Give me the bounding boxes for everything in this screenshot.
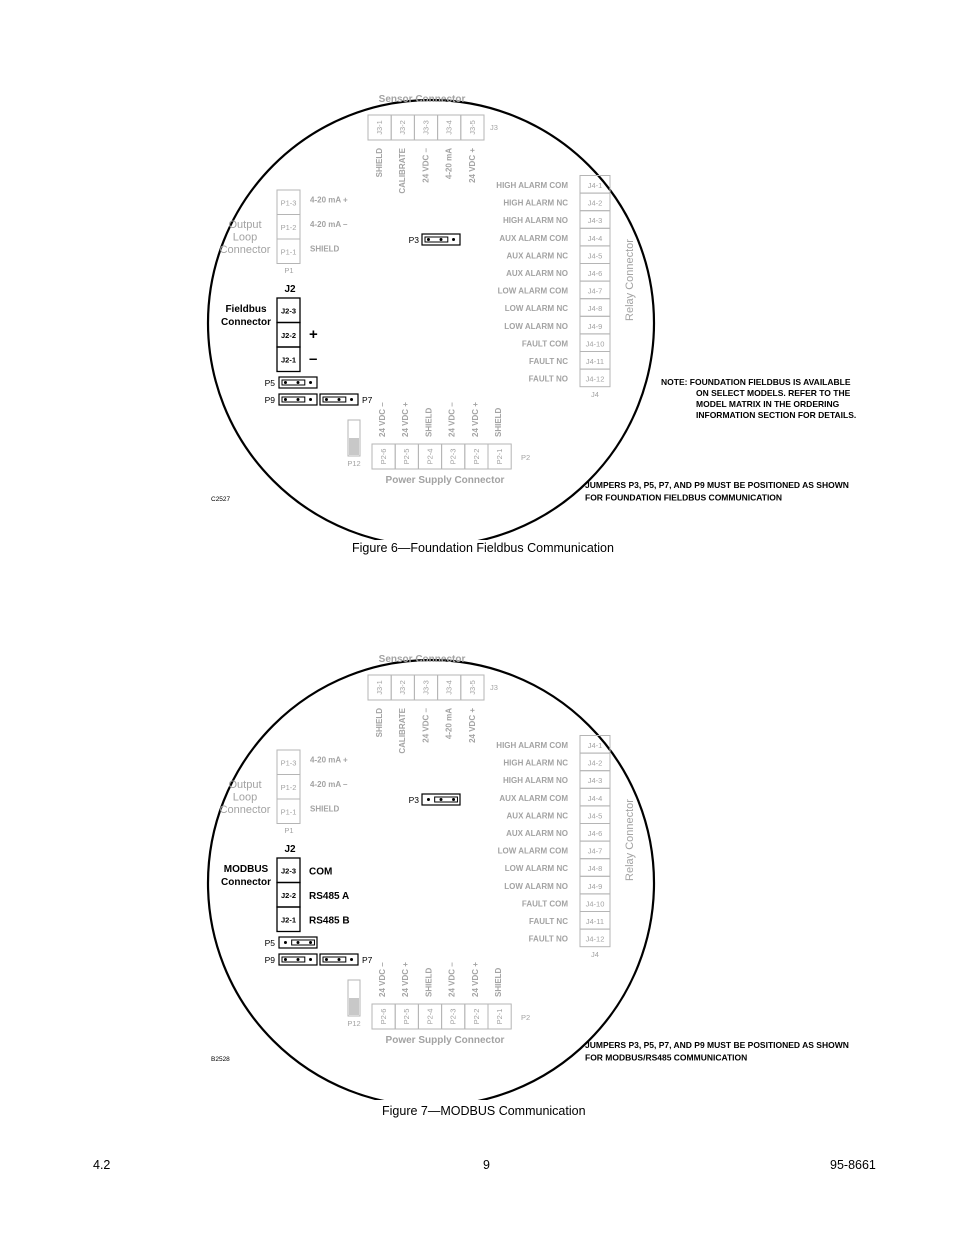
p2-signal-label: 24 VDC – <box>378 962 387 997</box>
p3-jumper-pin <box>452 238 455 241</box>
p5-jumper-pin <box>297 941 300 944</box>
p9-jumper-pin <box>297 398 300 401</box>
p2-signal-label: 24 VDC – <box>378 402 387 437</box>
availability-note-line: NOTE: FOUNDATION FIELDBUS IS AVAILABLE <box>661 377 851 387</box>
p5-jumper-pin <box>284 381 287 384</box>
j2-connector-title: Fieldbus <box>225 304 267 315</box>
j4-label: J4 <box>591 950 599 959</box>
jumper-instruction-line: JUMPERS P3, P5, P7, AND P9 MUST BE POSITIONED AS SHOWN <box>585 1040 849 1050</box>
j3-pin-label: J3-5 <box>467 680 477 695</box>
j4-pin-label: J4-6 <box>587 829 603 838</box>
j2-pin-label: J2-2 <box>280 891 297 900</box>
j3-signal-label: 4-20 mA <box>444 148 454 180</box>
j3-pin-label: J3-5 <box>467 120 477 135</box>
j2-signal-label: RS485 B <box>309 915 350 927</box>
board-outline-circle <box>208 660 654 1100</box>
p2-pin-label: P2-5 <box>402 1008 412 1025</box>
j4-pin-label: J4-1 <box>587 181 603 190</box>
j3-signal-label: 24 VDC + <box>467 708 477 743</box>
j4-pin-label: J4-9 <box>587 321 603 331</box>
j3-pin-label: J3-4 <box>444 680 454 695</box>
p7-jumper-pin <box>325 958 328 961</box>
j3-pin-label: J3-1 <box>375 680 384 695</box>
j4-signal-label: AUX ALARM NO <box>506 829 568 838</box>
p2-pin-label: P2-1 <box>495 448 504 465</box>
p7-label: P7 <box>362 395 373 405</box>
figure-6-wiring-diagram <box>0 40 954 540</box>
p3-jumper-pin <box>427 798 430 801</box>
figure-7-wiring-diagram <box>0 600 954 1100</box>
p1-pin-label: P1-2 <box>280 783 297 792</box>
j3-pin-label: J3-3 <box>421 680 431 695</box>
p1-pin-label: P1-1 <box>280 807 297 817</box>
j2-label: J2 <box>284 284 296 295</box>
j2-label: J2 <box>284 844 296 855</box>
j2-connector-title: Connector <box>221 317 271 328</box>
j4-pin-label: J4-2 <box>587 758 603 768</box>
p2-pin-label: P2-2 <box>471 1008 481 1025</box>
j3-label: J3 <box>490 683 498 692</box>
sensor-connector-title: Sensor Connector <box>378 654 466 665</box>
output-loop-connector-title: Connector <box>219 244 271 256</box>
j4-signal-label: AUX ALARM COM <box>499 233 568 243</box>
j3-pin-label: J3-4 <box>444 120 454 135</box>
p12-label: P12 <box>347 459 361 468</box>
p3-jumper-pin <box>440 238 443 241</box>
j3-signal-label: 24 VDC – <box>421 708 431 743</box>
j3-signal-label: 4-20 mA <box>444 708 454 740</box>
j4-pin-label: J4-7 <box>587 846 603 856</box>
j3-pin-label: J3-3 <box>421 120 431 135</box>
j4-pin-label: J4-10 <box>585 339 605 349</box>
j4-signal-label: AUX ALARM COM <box>499 793 568 803</box>
j4-signal-label: FAULT COM <box>521 899 568 909</box>
p1-signal-label: SHIELD <box>310 244 340 254</box>
p1-label: P1 <box>284 266 294 275</box>
j4-signal-label: HIGH ALARM NC <box>503 198 568 208</box>
j2-connector-title: MODBUS <box>223 864 269 875</box>
p1-signal-label: 4-20 mA + <box>310 755 348 765</box>
j4-signal-label: AUX ALARM NC <box>506 251 568 261</box>
j4-pin-label: J4-5 <box>587 251 603 261</box>
j2-pin-label: J2-2 <box>280 331 297 340</box>
output-loop-connector-title: Loop <box>232 791 258 804</box>
p1-pin-label: P1-3 <box>280 198 297 208</box>
p9-jumper-pin <box>309 398 312 401</box>
j2-signal-label: COM <box>309 866 333 878</box>
output-loop-connector-title: Loop <box>232 231 258 244</box>
p7-jumper-pin <box>325 398 328 401</box>
j4-pin-label: J4-3 <box>587 216 603 226</box>
p3-jumper-pin <box>452 798 455 801</box>
p5-jumper-pin <box>284 941 287 944</box>
p5-jumper-pin <box>297 381 300 384</box>
j3-signal-label: 24 VDC + <box>467 148 477 183</box>
jumper-instruction-line: JUMPERS P3, P5, P7, AND P9 MUST BE POSITIONED AS SHOWN <box>585 480 849 490</box>
j2-signal-label: – <box>309 350 318 368</box>
p5-jumper-pin <box>309 941 312 944</box>
p2-signal-label: SHIELD <box>494 407 503 437</box>
j4-signal-label: FAULT NO <box>528 374 568 384</box>
j4-pin-label: J4-5 <box>587 811 603 821</box>
p2-pin-label: P2-6 <box>379 448 388 465</box>
p2-pin-label: P2-1 <box>495 1008 504 1025</box>
j4-pin-label: J4-3 <box>587 776 603 786</box>
j4-pin-label: J4-8 <box>587 864 603 874</box>
j4-pin-label: J4-7 <box>587 286 603 296</box>
j3-signal-label: SHIELD <box>375 708 384 738</box>
p2-pin-label: P2-3 <box>448 448 458 465</box>
j4-signal-label: LOW ALARM NC <box>504 304 568 314</box>
j4-signal-label: FAULT COM <box>521 339 568 349</box>
p2-pin-label: P2-3 <box>448 1008 458 1025</box>
p7-jumper-pin <box>350 958 353 961</box>
j4-pin-label: J4-10 <box>585 899 605 909</box>
p5-label: P5 <box>264 378 275 388</box>
p9-jumper-pin <box>297 958 300 961</box>
p1-signal-label: 4-20 mA + <box>310 195 348 205</box>
drawing-code: B2528 <box>211 1056 230 1063</box>
p2-pin-label: P2-5 <box>402 448 412 465</box>
p12-switch-slider <box>349 998 359 1015</box>
j3-pin-label: J3-1 <box>375 120 384 135</box>
p2-signal-label: 24 VDC – <box>447 402 457 437</box>
p2-pin-label: P2-4 <box>425 1008 435 1025</box>
j4-pin-label: J4-2 <box>587 198 603 208</box>
board-outline-circle <box>208 100 654 540</box>
j2-connector-title: Connector <box>221 877 271 888</box>
output-loop-connector-title: Output <box>228 779 262 791</box>
j3-signal-label: CALIBRATE <box>398 148 408 194</box>
j4-signal-label: HIGH ALARM NO <box>502 216 568 226</box>
j2-signal-label: RS485 A <box>309 891 350 902</box>
p7-jumper-pin <box>338 958 341 961</box>
p12-label: P12 <box>347 1019 361 1028</box>
availability-note-line: ON SELECT MODELS. REFER TO THE <box>696 388 851 398</box>
j3-signal-label: CALIBRATE <box>398 708 408 754</box>
p2-pin-label: P2-6 <box>379 1008 388 1025</box>
j4-pin-label: J4-4 <box>587 793 603 803</box>
j4-signal-label: HIGH ALARM NO <box>502 776 568 786</box>
j3-pin-label: J3-2 <box>398 120 408 135</box>
j4-signal-label: HIGH ALARM COM <box>496 741 568 750</box>
p2-pin-label: P2-2 <box>471 448 481 465</box>
j4-signal-label: FAULT NO <box>528 934 568 944</box>
j4-signal-label: LOW ALARM COM <box>497 286 568 296</box>
j4-signal-label: AUX ALARM NO <box>506 269 568 278</box>
j4-signal-label: HIGH ALARM COM <box>496 181 568 190</box>
j2-pin-label: J2-1 <box>280 915 297 925</box>
j4-signal-label: LOW ALARM NO <box>504 321 568 331</box>
j2-pin-label: J2-1 <box>280 355 297 365</box>
availability-note-line: MODEL MATRIX IN THE ORDERING <box>696 399 840 409</box>
footer-section-number: 4.2 <box>93 1158 111 1172</box>
j2-signal-label: + <box>309 326 318 343</box>
j4-signal-label: HIGH ALARM NC <box>503 758 568 768</box>
j4-signal-label: AUX ALARM NC <box>506 811 568 821</box>
relay-connector-title: Relay Connector <box>624 239 636 321</box>
figure-7-caption: Figure 7—MODBUS Communication <box>382 1104 586 1118</box>
p3-label: P3 <box>408 795 419 805</box>
footer-document-number: 95-8661 <box>830 1158 876 1172</box>
j4-pin-label: J4-12 <box>585 934 605 944</box>
p2-signal-label: 24 VDC – <box>447 962 457 997</box>
p1-signal-label: SHIELD <box>310 804 340 814</box>
j3-signal-label: SHIELD <box>375 148 384 178</box>
j3-label: J3 <box>490 123 498 132</box>
p2-pin-label: P2-4 <box>425 448 435 465</box>
j2-pin-label: J2-3 <box>280 866 297 876</box>
j2-pin-label: J2-3 <box>280 306 297 316</box>
drawing-code: C2527 <box>211 496 231 503</box>
p1-signal-label: 4-20 mA – <box>310 220 348 229</box>
j4-signal-label: FAULT NC <box>529 917 568 926</box>
p1-pin-label: P1-3 <box>280 758 297 768</box>
p3-label: P3 <box>408 235 419 245</box>
p2-signal-label: 24 VDC + <box>470 962 480 997</box>
p7-jumper-pin <box>350 398 353 401</box>
j4-label: J4 <box>591 390 599 399</box>
p2-signal-label: 24 VDC + <box>401 402 411 437</box>
sensor-connector-title: Sensor Connector <box>378 94 466 105</box>
output-loop-connector-title: Connector <box>219 804 271 816</box>
j4-signal-label: LOW ALARM NC <box>504 864 568 874</box>
p2-label: P2 <box>521 1013 531 1022</box>
p2-signal-label: SHIELD <box>424 967 434 997</box>
power-supply-connector-title: Power Supply Connector <box>385 1035 505 1046</box>
j4-pin-label: J4-4 <box>587 233 603 243</box>
relay-connector-title: Relay Connector <box>624 799 636 881</box>
p9-jumper-pin <box>284 398 287 401</box>
j4-pin-label: J4-8 <box>587 304 603 314</box>
footer-page-number: 9 <box>483 1158 490 1172</box>
p3-jumper-pin <box>440 798 443 801</box>
j4-signal-label: FAULT NC <box>529 357 568 366</box>
j4-pin-label: J4-11 <box>585 357 605 366</box>
j3-pin-label: J3-2 <box>398 680 408 695</box>
p7-label: P7 <box>362 955 373 965</box>
p2-signal-label: 24 VDC + <box>470 402 480 437</box>
j4-signal-label: LOW ALARM COM <box>497 846 568 856</box>
j4-signal-label: LOW ALARM NO <box>504 881 568 891</box>
j4-pin-label: J4-12 <box>585 374 605 384</box>
p1-pin-label: P1-2 <box>280 223 297 232</box>
p2-label: P2 <box>521 453 531 462</box>
p9-jumper-pin <box>309 958 312 961</box>
p1-signal-label: 4-20 mA – <box>310 780 348 789</box>
p2-signal-label: SHIELD <box>424 407 434 437</box>
p5-label: P5 <box>264 938 275 948</box>
p3-jumper-pin <box>427 238 430 241</box>
j4-pin-label: J4-6 <box>587 269 603 278</box>
p1-pin-label: P1-1 <box>280 247 297 257</box>
jumper-instruction-line: FOR FOUNDATION FIELDBUS COMMUNICATION <box>585 492 783 503</box>
p5-jumper-pin <box>309 381 312 384</box>
j4-pin-label: J4-1 <box>587 741 603 750</box>
j4-pin-label: J4-9 <box>587 881 603 891</box>
figure-6-caption: Figure 6—Foundation Fieldbus Communication <box>352 541 614 555</box>
p1-label: P1 <box>284 826 294 835</box>
output-loop-connector-title: Output <box>228 219 262 231</box>
p9-label: P9 <box>264 395 275 405</box>
p7-jumper-pin <box>338 398 341 401</box>
j4-pin-label: J4-11 <box>585 917 605 926</box>
p9-label: P9 <box>264 955 275 965</box>
availability-note-line: INFORMATION SECTION FOR DETAILS. <box>696 410 857 420</box>
p2-signal-label: SHIELD <box>494 967 503 997</box>
j3-signal-label: 24 VDC – <box>421 148 431 183</box>
power-supply-connector-title: Power Supply Connector <box>385 475 505 486</box>
jumper-instruction-line: FOR MODBUS/RS485 COMMUNICATION <box>585 1052 748 1063</box>
p2-signal-label: 24 VDC + <box>401 962 411 997</box>
p12-switch-slider <box>349 438 359 455</box>
p9-jumper-pin <box>284 958 287 961</box>
